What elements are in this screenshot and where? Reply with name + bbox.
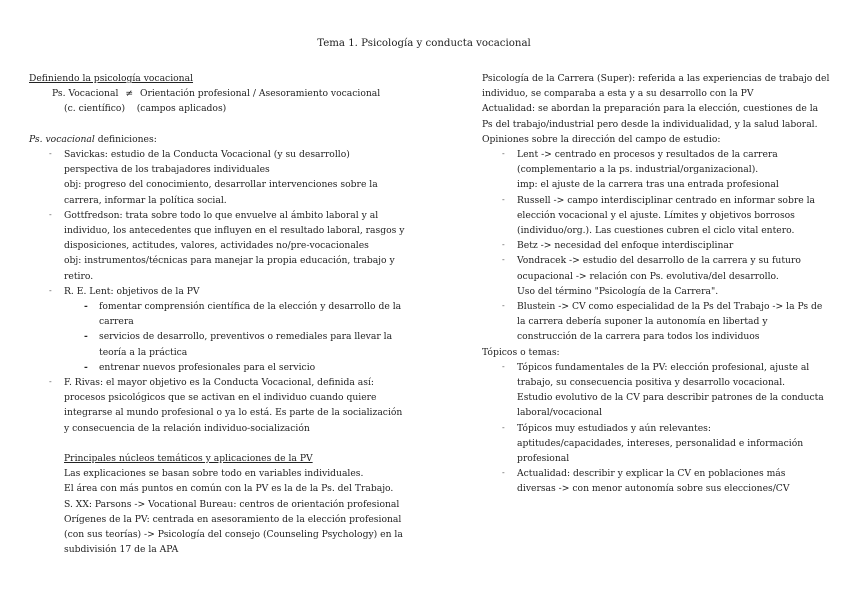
text-line: (con sus teorías) -> Psicología del consejo (Counseling Psychology) en la [64, 529, 403, 541]
text-line: individuo, los antecedentes que influyen en el resultado laboral, rasgos y [64, 225, 405, 237]
definitions-rest: definiciones: [94, 133, 157, 145]
text-line: diversas -> con menor autonomía sobre sus elecciones/CV [517, 483, 790, 495]
text-line: - Savickas: estudio de la Conducta Vocacional (y su desarrollo) [64, 149, 350, 160]
list-item-russell [482, 193, 832, 239]
text-line: profesional [517, 453, 570, 465]
list-item-blustein [482, 299, 832, 345]
text-line: ocupacional -> relación con Ps. evolutiva/del desarrollo. [517, 270, 779, 282]
text-line: Estudio evolutivo de la CV para describir patrones de la conducta [517, 392, 824, 404]
scientific-note: (c. científico) [64, 103, 126, 115]
text-line: - Lent -> centrado en procesos y resultados de la carrera [517, 149, 778, 161]
text-line: la carrera debería suponer la autonomía en libertad y [517, 316, 768, 328]
list-item-topicos-fundamentales [482, 360, 832, 421]
list-item-lent: - R. E. Lent: objetivos de la PV [29, 284, 419, 299]
text-line: Las explicaciones se basan sobre todo en variables individuales. [64, 468, 364, 480]
text-line: - servicios de desarrollo, preventivos o remediales para llevar la [99, 331, 393, 343]
text-line: carrera [99, 316, 134, 328]
text-line: - fomentar comprensión científica de la elección y desarrollo de la [99, 301, 402, 313]
list-item-gottfredson [29, 208, 419, 284]
comparison-line [29, 86, 419, 101]
text-line: perspectiva de los trabajadores individuales [64, 164, 270, 176]
text-line: obj: instrumentos/técnicas para manejar la propia educación, trabajo y [64, 255, 395, 267]
text-line: - Tópicos muy estudiados y aún relevantes: [517, 422, 711, 434]
text-line: Ps del trabajo/industrial pero desde la individualidad, y la salud laboral. [482, 118, 818, 130]
list-item-savickas [29, 147, 419, 208]
applied-note: (campos aplicados) [136, 103, 227, 115]
sub-item-lent-2 [29, 329, 419, 359]
comparison-notes [29, 101, 419, 116]
text-line: - Russell -> campo interdisciplinar centrado en informar sobre la [517, 194, 815, 206]
text-line: Uso del término "Psicología de la Carrera". [517, 285, 719, 297]
text-line: Opiniones sobre la dirección del campo de estudio: [482, 133, 721, 145]
text-line: - Tópicos fundamentales de la PV: elección profesional, ajuste al [517, 361, 810, 373]
text-line: laboral/vocacional [517, 407, 603, 419]
definitions-heading [29, 132, 419, 147]
text-line: (complementario a la ps. industrial/organizacional). [517, 164, 759, 176]
section-heading-definiendo: Definiendo la psicología vocacional [29, 73, 194, 84]
list-item-lent-opinion [482, 147, 832, 193]
text-line: disposiciones, actitudes, valores, actividades no/pre-vocacionales [64, 240, 369, 252]
text-line: - Blustein -> CV como especialidad de la Ps del Trabajo -> la Ps de [517, 301, 823, 313]
list-item-topicos-estudiados [482, 421, 832, 467]
sub-item-lent-1 [29, 299, 419, 329]
text-line: - Gottfredson: trata sobre todo lo que envuelve al ámbito laboral y al [64, 209, 379, 221]
list-item-rivas [29, 375, 419, 436]
text-line: obj: progreso del conocimiento, desarrollar intervenciones sobre la [64, 179, 378, 191]
sub-item-lent-3 [29, 360, 419, 375]
text-line: - entrenar nuevos profesionales para el servicio [99, 361, 316, 373]
text-line: integrarse al mundo profesional o ya lo está. Es parte de la socialización [64, 407, 403, 419]
text-line: elección vocacional y el ajuste. Límites y objetivos borrosos [517, 209, 795, 221]
text-line: imp: el ajuste de la carrera tras una entrada profesional [517, 179, 779, 191]
text-line: subdivisión 17 de la APA [64, 544, 179, 556]
list-item-betz [482, 238, 832, 253]
text-line: y consecuencia de la relación individuo-socialización [64, 422, 310, 434]
not-equal-sign: ≠ [125, 88, 134, 100]
text-line: Orígenes de la PV: centrada en asesoramiento de la elección profesional [64, 513, 402, 525]
nucleos-block [29, 451, 419, 557]
text-line: - Actualidad: describir y explicar la CV en poblaciones más [517, 468, 786, 480]
text-line: carrera, informar la política social. [64, 194, 227, 206]
text-line: individuo, se comparaba a esta y a su desarrollo con la PV [482, 88, 754, 100]
text-line: - Vondracek -> estudio del desarrollo de la carrera y su futuro [517, 255, 801, 267]
list-item-vondracek [482, 253, 832, 299]
text-line: Psicología de la Carrera (Super): referida a las experiencias de trabajo del [482, 73, 830, 84]
text-line: construcción de la carrera para todos los individuos [517, 331, 760, 343]
topicos-heading: Tópicos o temas: [482, 346, 560, 358]
right-column [482, 71, 832, 497]
text-line: - Betz -> necesidad del enfoque interdisciplinar [517, 240, 734, 252]
left-column [29, 71, 419, 557]
document-title: Tema 1. Psicología y conducta vocacional [317, 38, 531, 49]
text-line: El área con más puntos en común con la PV es la de la Ps. del Trabajo. [64, 483, 394, 495]
ps-vocacional-label: Ps. Vocacional [52, 88, 119, 100]
section-heading-nucleos: Principales núcleos temáticos y aplicaciones de la PV [64, 453, 313, 465]
text-line: Actualidad: se abordan la preparación para la elección, cuestiones de la [482, 103, 819, 115]
text-line: retiro. [64, 270, 94, 282]
list-item-actualidad [482, 466, 832, 496]
text-line: aptitudes/capacidades, intereses, personalidad e información [517, 437, 804, 449]
text-line: trabajo, su consecuencia positiva y desarrollo vocacional. [517, 377, 786, 389]
text-line: - F. Rivas: el mayor objetivo es la Conducta Vocacional, definida así: [64, 377, 374, 389]
text-line: S. XX: Parsons -> Vocational Bureau: centros de orientación profesional [64, 498, 400, 510]
text-line: teoría a la práctica [99, 346, 188, 358]
orientacion-label: Orientación profesional / Asesoramiento vocacional [139, 88, 381, 100]
definitions-italic: Ps. vocacional [29, 133, 95, 145]
text-line: procesos psicológicos que se activan en el individuo cuando quiere [64, 392, 377, 404]
text-line: (individuo/org.). Las cuestiones cubren el ciclo vital entero. [517, 225, 795, 237]
